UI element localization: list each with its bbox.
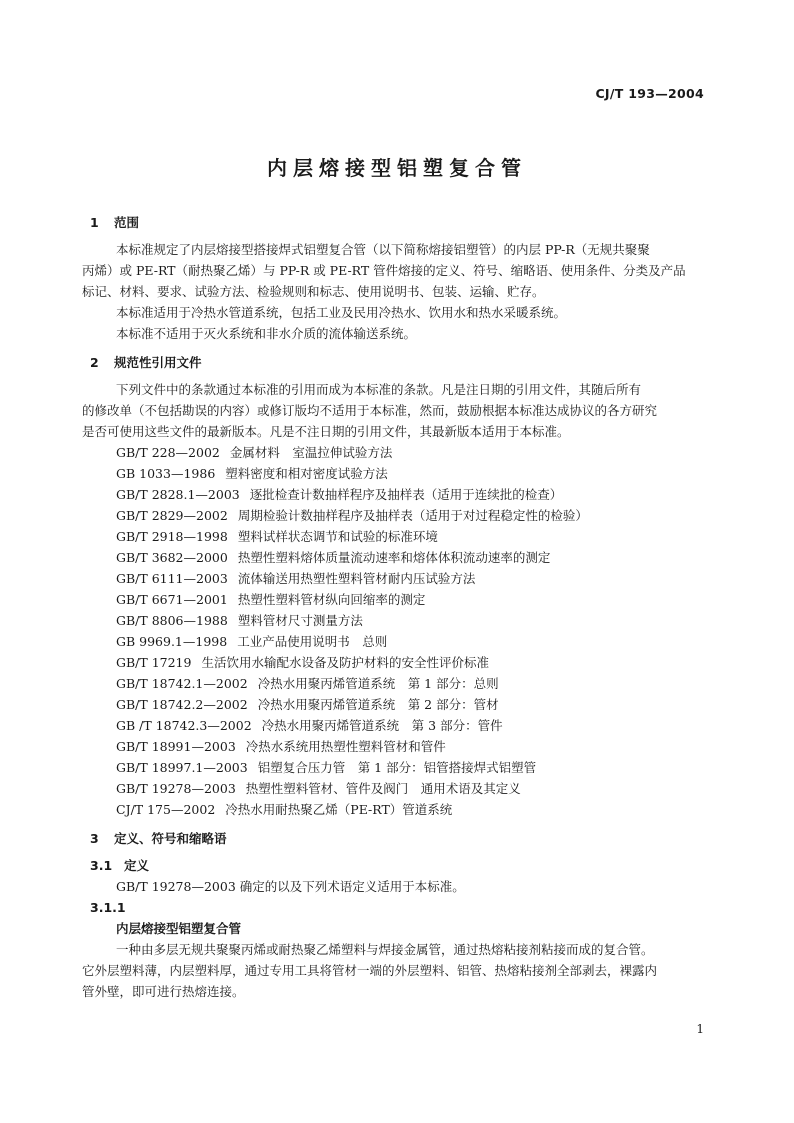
section-title: 定义、符号和缩略语 [114,831,227,846]
reference-code: GB/T 18991—2003 [116,739,236,754]
scope-applicability: 本标准适用于冷热水管道系统，包括工业及民用冷热水、饮用水和热水采暖系统。 [116,305,567,320]
reference-code: GB/T 18997.1—2003 [116,760,248,775]
reference-code: GB/T 2829—2002 [116,508,228,523]
reference-item [90,652,704,673]
reference-code: GB/T 3682—2000 [116,550,228,565]
scope-paragraph-line: 本标准规定了内层熔接型搭接焊式铝塑复合管（以下简称熔接铝塑管）的内层 PP-R（无规共聚聚 [116,242,650,257]
reference-title: 周期检验计数抽样程序及抽样表（适用于对过程稳定性的检验） [237,508,588,523]
reference-code: GB/T 18742.2—2002 [116,697,248,712]
page-number: 1 [696,1022,704,1036]
references-intro-line: 的修改单（不包括勘误的内容）或修订版均不适用于本标准，然而，鼓励根据本标准达成协议的各方研究 [82,403,658,418]
subsection-3-1-1-heading [90,897,704,918]
reference-code: GB/T 6111—2003 [116,571,228,586]
reference-item [90,568,704,589]
reference-title: 冷热水用聚丙烯管道系统 第 3 部分：管件 [261,718,503,733]
term-definition-line: 一种由多层无规共聚聚丙烯或耐热聚乙烯塑料与焊接金属管，通过热熔粘接剂粘接而成的复合管。 [116,942,654,957]
reference-title: 塑料试样状态调节和试验的标准环境 [237,529,438,544]
term-definition-line: 管外壁，即可进行热熔连接。 [82,984,245,999]
reference-code: GB/T 2918—1998 [116,529,228,544]
term-name: 内层熔接型铝塑复合管 [116,921,242,936]
reference-code: GB 1033—1986 [116,466,216,481]
document-title: 内层熔接型铝塑复合管 [267,156,527,180]
reference-list [90,442,704,820]
section-number: 2 [90,355,99,370]
section-title: 范围 [114,215,140,230]
reference-item [90,799,704,820]
reference-item [90,736,704,757]
references-intro-line: 是否可使用这些文件的最新版本。凡是不注日期的引用文件，其最新版本适用于本标准。 [82,424,570,439]
reference-title: 热塑性塑料管材、管件及阀门 通用术语及其定义 [245,781,521,796]
subsection-number: 3.1 [90,858,113,873]
reference-title: 冷热水用耐热聚乙烯（PE-RT）管道系统 [225,802,453,817]
reference-title: 铝塑复合压力管 第 1 部分：铝管搭接焊式铝塑管 [257,760,537,775]
section-3-heading [90,828,704,849]
reference-item [90,547,704,568]
reference-code: CJ/T 175—2002 [116,802,216,817]
reference-title: 生活饮用水输配水设备及防护材料的安全性评价标准 [201,655,489,670]
subsection-number: 3.1.1 [90,900,126,915]
subsection-3-1-heading [90,855,704,876]
section-title: 规范性引用文件 [114,355,202,370]
definitions-intro: GB/T 19278—2003 确定的以及下列术语定义适用于本标准。 [116,879,465,894]
term-definition-line: 它外层塑料薄，内层塑料厚，通过专用工具将管材一端的外层塑料、铝管、热熔粘接剂全部剥去，裸露内 [82,963,658,978]
reference-title: 工业产品使用说明书 总则 [237,634,388,649]
reference-code: GB/T 18742.1—2002 [116,676,248,691]
reference-title: 流体输送用热塑性塑料管材耐内压试验方法 [237,571,476,586]
document-body [82,212,704,1002]
reference-title: 塑料密度和相对密度试验方法 [225,466,388,481]
reference-title: 热塑性塑料管材纵向回缩率的测定 [237,592,426,607]
reference-item [90,463,704,484]
reference-item [90,442,704,463]
reference-title: 逐批检查计数抽样程序及抽样表（适用于连续批的检查） [249,487,563,502]
reference-item [90,715,704,736]
reference-item [90,757,704,778]
reference-title: 冷热水系统用热塑性塑料管材和管件 [245,739,446,754]
reference-title: 冷热水用聚丙烯管道系统 第 1 部分：总则 [257,676,499,691]
reference-code: GB 9969.1—1998 [116,634,228,649]
scope-paragraph-line: 丙烯）或 PE-RT（耐热聚乙烯）与 PP-R 或 PE-RT 管件熔接的定义、符号、缩略语、使用条件、分类及产品 [82,263,686,278]
reference-code: GB/T 6671—2001 [116,592,228,607]
reference-item [90,610,704,631]
subsection-title: 定义 [124,858,150,873]
scope-paragraph-line: 标记、材料、要求、试验方法、检验规则和标志、使用说明书、包装、运输、贮存。 [82,284,545,299]
reference-item [90,694,704,715]
reference-item [90,589,704,610]
standard-code: CJ/T 193—2004 [595,86,704,101]
reference-title: 塑料管材尺寸测量方法 [237,613,363,628]
reference-code: GB /T 18742.3—2002 [116,718,252,733]
references-intro-line: 下列文件中的条款通过本标准的引用而成为本标准的条款。凡是注日期的引用文件，其随后所有 [116,382,642,397]
reference-item [90,631,704,652]
section-2-heading [90,352,704,373]
reference-title: 金属材料 室温拉伸试验方法 [229,445,393,460]
section-number: 3 [90,831,99,846]
section-number: 1 [90,215,99,230]
reference-code: GB/T 228—2002 [116,445,220,460]
reference-code: GB/T 17219 [116,655,192,670]
reference-title: 热塑性塑料熔体质量流动速率和熔体体积流动速率的测定 [237,550,551,565]
reference-code: GB/T 19278—2003 [116,781,236,796]
reference-item [90,778,704,799]
reference-item [90,526,704,547]
reference-title: 冷热水用聚丙烯管道系统 第 2 部分：管材 [257,697,499,712]
reference-item [90,505,704,526]
reference-code: GB/T 8806—1988 [116,613,228,628]
scope-exclusion: 本标准不适用于灭火系统和非水介质的流体输送系统。 [116,326,417,341]
reference-item [90,484,704,505]
section-1-heading [90,212,704,233]
reference-item [90,673,704,694]
reference-code: GB/T 2828.1—2003 [116,487,240,502]
